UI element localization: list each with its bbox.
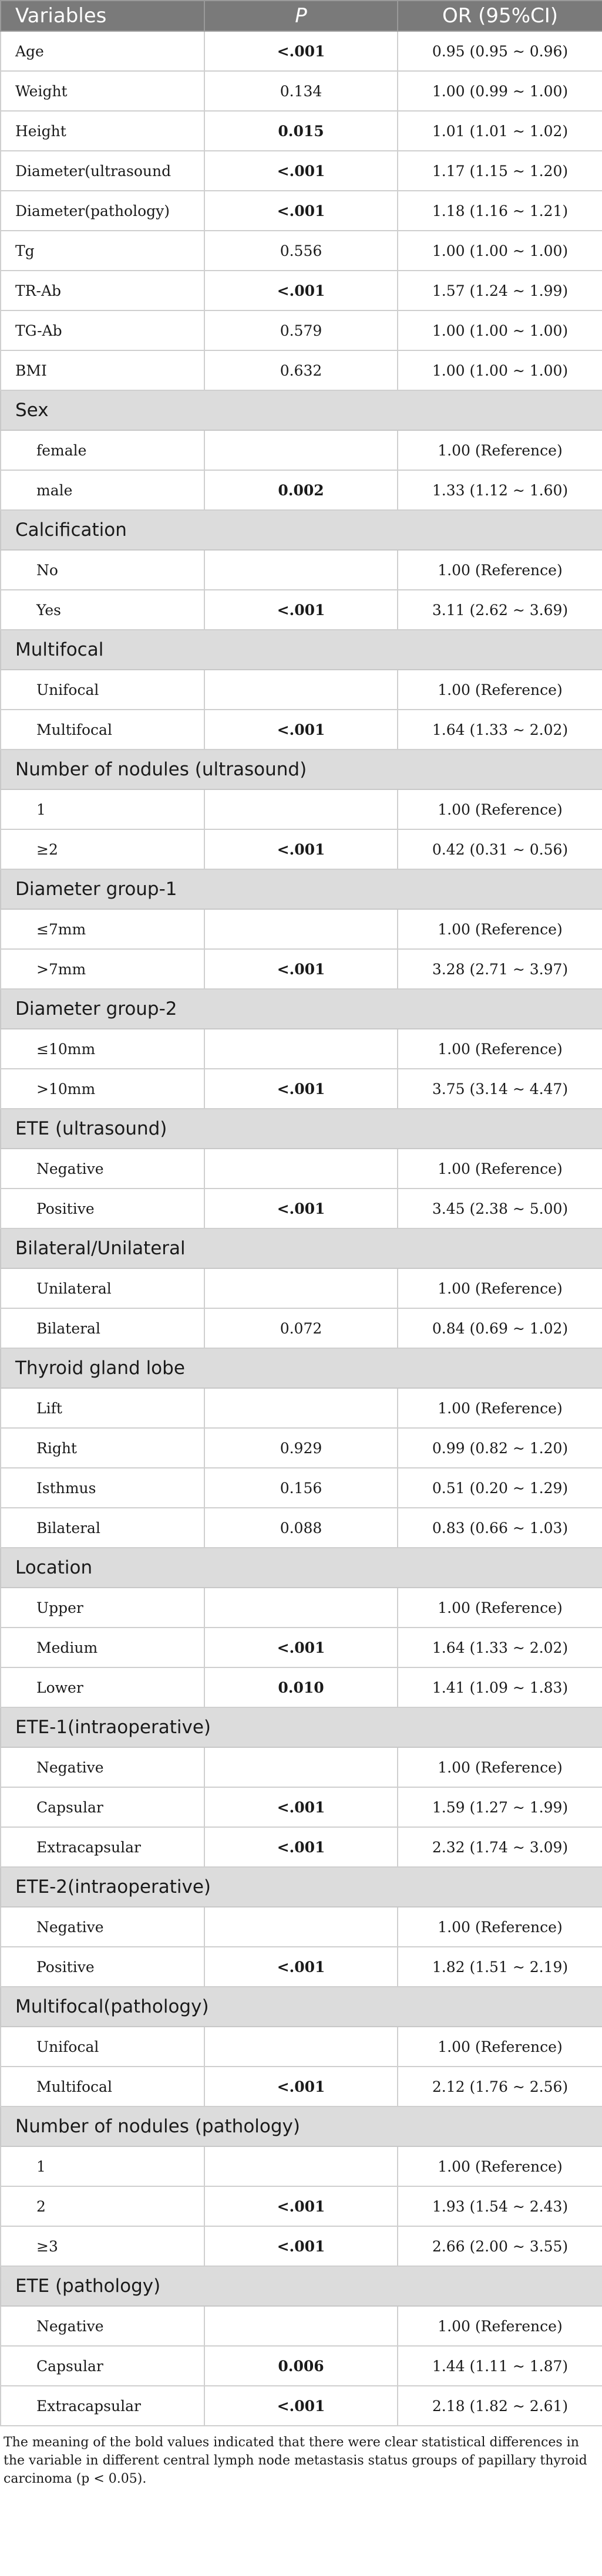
p-value-cell: <.001	[204, 949, 398, 989]
odds-ratio-cell: 3.45 (2.38 ~ 5.00)	[398, 1189, 602, 1228]
group-header-row	[1, 630, 602, 670]
variable-cell: Negative	[1, 1149, 204, 1189]
p-value-cell	[204, 1029, 398, 1069]
odds-ratio-cell: 1.00 (Reference)	[398, 1029, 602, 1069]
table-row	[1, 2067, 602, 2106]
variable-cell: Unilateral	[1, 1268, 204, 1308]
odds-ratio-cell: 1.17 (1.15 ~ 1.20)	[398, 151, 602, 191]
p-value-cell: 0.929	[204, 1428, 398, 1468]
table-row	[1, 2386, 602, 2426]
variable-cell: Extracapsular	[1, 2386, 204, 2426]
odds-ratio-cell: 1.00 (Reference)	[398, 2306, 602, 2346]
group-label: Diameter group-1	[1, 869, 602, 909]
group-header-row	[1, 1228, 602, 1268]
variable-cell: 1	[1, 789, 204, 829]
group-label: ETE-1(intraoperative)	[1, 1707, 602, 1747]
table-row	[1, 71, 602, 111]
variable-cell: Diameter(ultrasound	[1, 151, 204, 191]
odds-ratio-cell: 1.00 (0.99 ~ 1.00)	[398, 71, 602, 111]
p-value-cell: <.001	[204, 2386, 398, 2426]
p-value-cell: <.001	[204, 151, 398, 191]
table-row	[1, 2027, 602, 2067]
variable-cell: TG-Ab	[1, 310, 204, 350]
group-header-row	[1, 1867, 602, 1907]
table-row	[1, 1747, 602, 1787]
table-row	[1, 550, 602, 590]
odds-ratio-cell: 1.00 (1.00 ~ 1.00)	[398, 310, 602, 350]
group-header-row	[1, 1707, 602, 1747]
variable-cell: Upper	[1, 1588, 204, 1628]
p-value-cell	[204, 2146, 398, 2186]
odds-ratio-cell: 2.66 (2.00 ~ 3.55)	[398, 2226, 602, 2266]
odds-ratio-cell: 1.00 (Reference)	[398, 670, 602, 710]
odds-ratio-cell: 1.64 (1.33 ~ 2.02)	[398, 710, 602, 749]
p-value-cell: <.001	[204, 829, 398, 869]
odds-ratio-cell: 1.00 (Reference)	[398, 789, 602, 829]
group-header-row	[1, 989, 602, 1029]
p-value-cell: <.001	[204, 191, 398, 231]
table-row	[1, 1787, 602, 1827]
table-row	[1, 2346, 602, 2386]
p-value-cell: 0.556	[204, 231, 398, 271]
p-value-cell	[204, 1907, 398, 1947]
p-value-cell: 0.002	[204, 470, 398, 510]
table-row	[1, 1827, 602, 1867]
group-label: Location	[1, 1548, 602, 1588]
group-header-row	[1, 1109, 602, 1149]
variable-cell: 2	[1, 2186, 204, 2226]
variable-cell: ≤7mm	[1, 909, 204, 949]
variable-cell: Positive	[1, 1947, 204, 1987]
table-row	[1, 1268, 602, 1308]
odds-ratio-cell: 1.33 (1.12 ~ 1.60)	[398, 470, 602, 510]
p-value-cell: 0.156	[204, 1468, 398, 1508]
p-value-cell	[204, 550, 398, 590]
odds-ratio-cell: 1.00 (Reference)	[398, 1907, 602, 1947]
odds-ratio-cell: 3.11 (2.62 ~ 3.69)	[398, 590, 602, 630]
variable-cell: ≥3	[1, 2226, 204, 2266]
variable-cell: Negative	[1, 2306, 204, 2346]
p-value-cell: <.001	[204, 31, 398, 71]
group-label: Calcification	[1, 510, 602, 550]
variable-cell: Negative	[1, 1747, 204, 1787]
variable-cell: Lift	[1, 1388, 204, 1428]
variable-cell: Isthmus	[1, 1468, 204, 1508]
p-value-cell	[204, 1747, 398, 1787]
variable-cell: Negative	[1, 1907, 204, 1947]
odds-ratio-cell: 1.00 (1.00 ~ 1.00)	[398, 350, 602, 390]
p-value-cell: 0.134	[204, 71, 398, 111]
table-row	[1, 1388, 602, 1428]
p-value-cell: 0.006	[204, 2346, 398, 2386]
odds-ratio-cell: 1.00 (Reference)	[398, 1388, 602, 1428]
table-row	[1, 1628, 602, 1667]
p-value-cell: <.001	[204, 1069, 398, 1109]
table-row	[1, 1588, 602, 1628]
group-label: ETE (pathology)	[1, 2266, 602, 2306]
table-row	[1, 829, 602, 869]
p-value-cell: 0.579	[204, 310, 398, 350]
table-row	[1, 430, 602, 470]
variable-cell: Multifocal	[1, 2067, 204, 2106]
odds-ratio-cell: 1.00 (Reference)	[398, 2027, 602, 2067]
variable-cell: female	[1, 430, 204, 470]
group-label: Bilateral/Unilateral	[1, 1228, 602, 1268]
variable-cell: Bilateral	[1, 1308, 204, 1348]
p-value-cell	[204, 2027, 398, 2067]
variable-cell: Tg	[1, 231, 204, 271]
group-label: Diameter group-2	[1, 989, 602, 1029]
header-p: P	[204, 1, 398, 31]
odds-ratio-cell: 1.00 (Reference)	[398, 430, 602, 470]
odds-ratio-cell: 0.42 (0.31 ~ 0.56)	[398, 829, 602, 869]
p-value-cell: <.001	[204, 1628, 398, 1667]
p-value-cell: <.001	[204, 1827, 398, 1867]
p-value-cell: <.001	[204, 2226, 398, 2266]
variable-cell: No	[1, 550, 204, 590]
table-row	[1, 1428, 602, 1468]
table-row	[1, 710, 602, 749]
p-value-cell	[204, 430, 398, 470]
table-row	[1, 231, 602, 271]
variable-cell: Diameter(pathology)	[1, 191, 204, 231]
table-row	[1, 590, 602, 630]
table-row	[1, 31, 602, 71]
odds-ratio-cell: 1.44 (1.11 ~ 1.87)	[398, 2346, 602, 2386]
p-value-cell	[204, 909, 398, 949]
group-header-row	[1, 749, 602, 789]
group-label: Multifocal	[1, 630, 602, 670]
variable-cell: Height	[1, 111, 204, 151]
variable-cell: Bilateral	[1, 1508, 204, 1548]
p-value-cell	[204, 1268, 398, 1308]
table-row	[1, 909, 602, 949]
variable-cell: male	[1, 470, 204, 510]
group-label: Number of nodules (pathology)	[1, 2106, 602, 2146]
variable-cell: Unifocal	[1, 670, 204, 710]
table-row	[1, 949, 602, 989]
p-value-cell: <.001	[204, 1189, 398, 1228]
table-row	[1, 111, 602, 151]
odds-ratio-cell: 1.64 (1.33 ~ 2.02)	[398, 1628, 602, 1667]
group-header-row	[1, 2106, 602, 2146]
variable-cell: >10mm	[1, 1069, 204, 1109]
odds-ratio-cell: 1.01 (1.01 ~ 1.02)	[398, 111, 602, 151]
p-value-cell: 0.632	[204, 350, 398, 390]
odds-ratio-cell: 1.00 (1.00 ~ 1.00)	[398, 231, 602, 271]
p-value-cell: 0.015	[204, 111, 398, 151]
variable-cell: Capsular	[1, 2346, 204, 2386]
variable-cell: Extracapsular	[1, 1827, 204, 1867]
table-row	[1, 1029, 602, 1069]
group-header-row	[1, 2266, 602, 2306]
table-row	[1, 2146, 602, 2186]
table-row	[1, 1667, 602, 1707]
table-row	[1, 1468, 602, 1508]
table-row	[1, 310, 602, 350]
table-row	[1, 151, 602, 191]
table-row	[1, 271, 602, 310]
p-value-cell	[204, 2306, 398, 2346]
group-label: ETE-2(intraoperative)	[1, 1867, 602, 1907]
group-header-row	[1, 1348, 602, 1388]
variable-cell: Multifocal	[1, 710, 204, 749]
odds-ratio-cell: 0.83 (0.66 ~ 1.03)	[398, 1508, 602, 1548]
group-label: ETE (ultrasound)	[1, 1109, 602, 1149]
odds-ratio-cell: 1.00 (Reference)	[398, 1747, 602, 1787]
odds-ratio-cell: 2.32 (1.74 ~ 3.09)	[398, 1827, 602, 1867]
variable-cell: Medium	[1, 1628, 204, 1667]
variable-cell: Unifocal	[1, 2027, 204, 2067]
odds-ratio-cell: 2.18 (1.82 ~ 2.61)	[398, 2386, 602, 2426]
odds-ratio-cell: 1.00 (Reference)	[398, 1588, 602, 1628]
variable-cell: ≤10mm	[1, 1029, 204, 1069]
table-row	[1, 1508, 602, 1548]
variable-cell: BMI	[1, 350, 204, 390]
odds-ratio-cell: 1.41 (1.09 ~ 1.83)	[398, 1667, 602, 1707]
table-row	[1, 1069, 602, 1109]
odds-ratio-cell: 1.18 (1.16 ~ 1.21)	[398, 191, 602, 231]
table-row	[1, 191, 602, 231]
odds-ratio-cell: 1.93 (1.54 ~ 2.43)	[398, 2186, 602, 2226]
variable-cell: Right	[1, 1428, 204, 1468]
table-row	[1, 470, 602, 510]
p-value-cell: 0.088	[204, 1508, 398, 1548]
odds-ratio-cell: 3.75 (3.14 ~ 4.47)	[398, 1069, 602, 1109]
table-row	[1, 1189, 602, 1228]
variable-cell: ≥2	[1, 829, 204, 869]
table-row	[1, 789, 602, 829]
variable-cell: TR-Ab	[1, 271, 204, 310]
group-header-row	[1, 1987, 602, 2027]
variable-cell: Age	[1, 31, 204, 71]
table-footnote: The meaning of the bold values indicated that there were clear statistical differences in the variable in different central lymph node metastasis status groups of papillary thyroid carcinoma (p < 0.05).	[4, 2435, 587, 2486]
group-label: Sex	[1, 390, 602, 430]
variable-cell: 1	[1, 2146, 204, 2186]
table-body	[1, 31, 602, 2426]
header-or: OR (95%CI)	[398, 1, 602, 31]
p-value-cell: <.001	[204, 1787, 398, 1827]
p-value-cell: <.001	[204, 1947, 398, 1987]
table-row	[1, 670, 602, 710]
odds-ratio-cell: 1.00 (Reference)	[398, 550, 602, 590]
variable-cell: Positive	[1, 1189, 204, 1228]
table-header-row	[1, 1, 602, 31]
p-value-cell: 0.072	[204, 1308, 398, 1348]
p-value-cell: <.001	[204, 2067, 398, 2106]
odds-ratio-cell: 3.28 (2.71 ~ 3.97)	[398, 949, 602, 989]
p-value-cell: <.001	[204, 590, 398, 630]
p-value-cell	[204, 1388, 398, 1428]
p-value-cell	[204, 670, 398, 710]
odds-ratio-cell: 1.00 (Reference)	[398, 909, 602, 949]
header-variables: Variables	[1, 1, 204, 31]
group-header-row	[1, 1548, 602, 1588]
odds-ratio-cell: 1.82 (1.51 ~ 2.19)	[398, 1947, 602, 1987]
table-row	[1, 1947, 602, 1987]
table-row	[1, 2186, 602, 2226]
odds-ratio-cell: 1.00 (Reference)	[398, 2146, 602, 2186]
variable-cell: Weight	[1, 71, 204, 111]
odds-ratio-cell: 1.00 (Reference)	[398, 1149, 602, 1189]
odds-ratio-cell: 0.51 (0.20 ~ 1.29)	[398, 1468, 602, 1508]
table-row	[1, 1308, 602, 1348]
table-row	[1, 1907, 602, 1947]
variable-cell: Capsular	[1, 1787, 204, 1827]
group-label: Thyroid gland lobe	[1, 1348, 602, 1388]
variable-cell: Yes	[1, 590, 204, 630]
odds-ratio-cell: 0.84 (0.69 ~ 1.02)	[398, 1308, 602, 1348]
group-header-row	[1, 869, 602, 909]
odds-ratio-cell: 1.59 (1.27 ~ 1.99)	[398, 1787, 602, 1827]
group-header-row	[1, 510, 602, 550]
p-value-cell: <.001	[204, 710, 398, 749]
odds-ratio-cell: 1.57 (1.24 ~ 1.99)	[398, 271, 602, 310]
group-label: Multifocal(pathology)	[1, 1987, 602, 2027]
variable-cell: >7mm	[1, 949, 204, 989]
odds-ratio-cell: 1.00 (Reference)	[398, 1268, 602, 1308]
table-row	[1, 2226, 602, 2266]
p-value-cell: 0.010	[204, 1667, 398, 1707]
group-label: Number of nodules (ultrasound)	[1, 749, 602, 789]
p-value-cell	[204, 789, 398, 829]
variable-cell: Lower	[1, 1667, 204, 1707]
odds-ratio-cell: 0.95 (0.95 ~ 0.96)	[398, 31, 602, 71]
p-value-cell	[204, 1149, 398, 1189]
table-row	[1, 350, 602, 390]
table-row	[1, 2306, 602, 2346]
odds-ratio-cell: 2.12 (1.76 ~ 2.56)	[398, 2067, 602, 2106]
odds-ratio-cell: 0.99 (0.82 ~ 1.20)	[398, 1428, 602, 1468]
group-header-row	[1, 390, 602, 430]
p-value-cell	[204, 1588, 398, 1628]
p-value-cell: <.001	[204, 2186, 398, 2226]
p-value-cell: <.001	[204, 271, 398, 310]
table-row	[1, 1149, 602, 1189]
